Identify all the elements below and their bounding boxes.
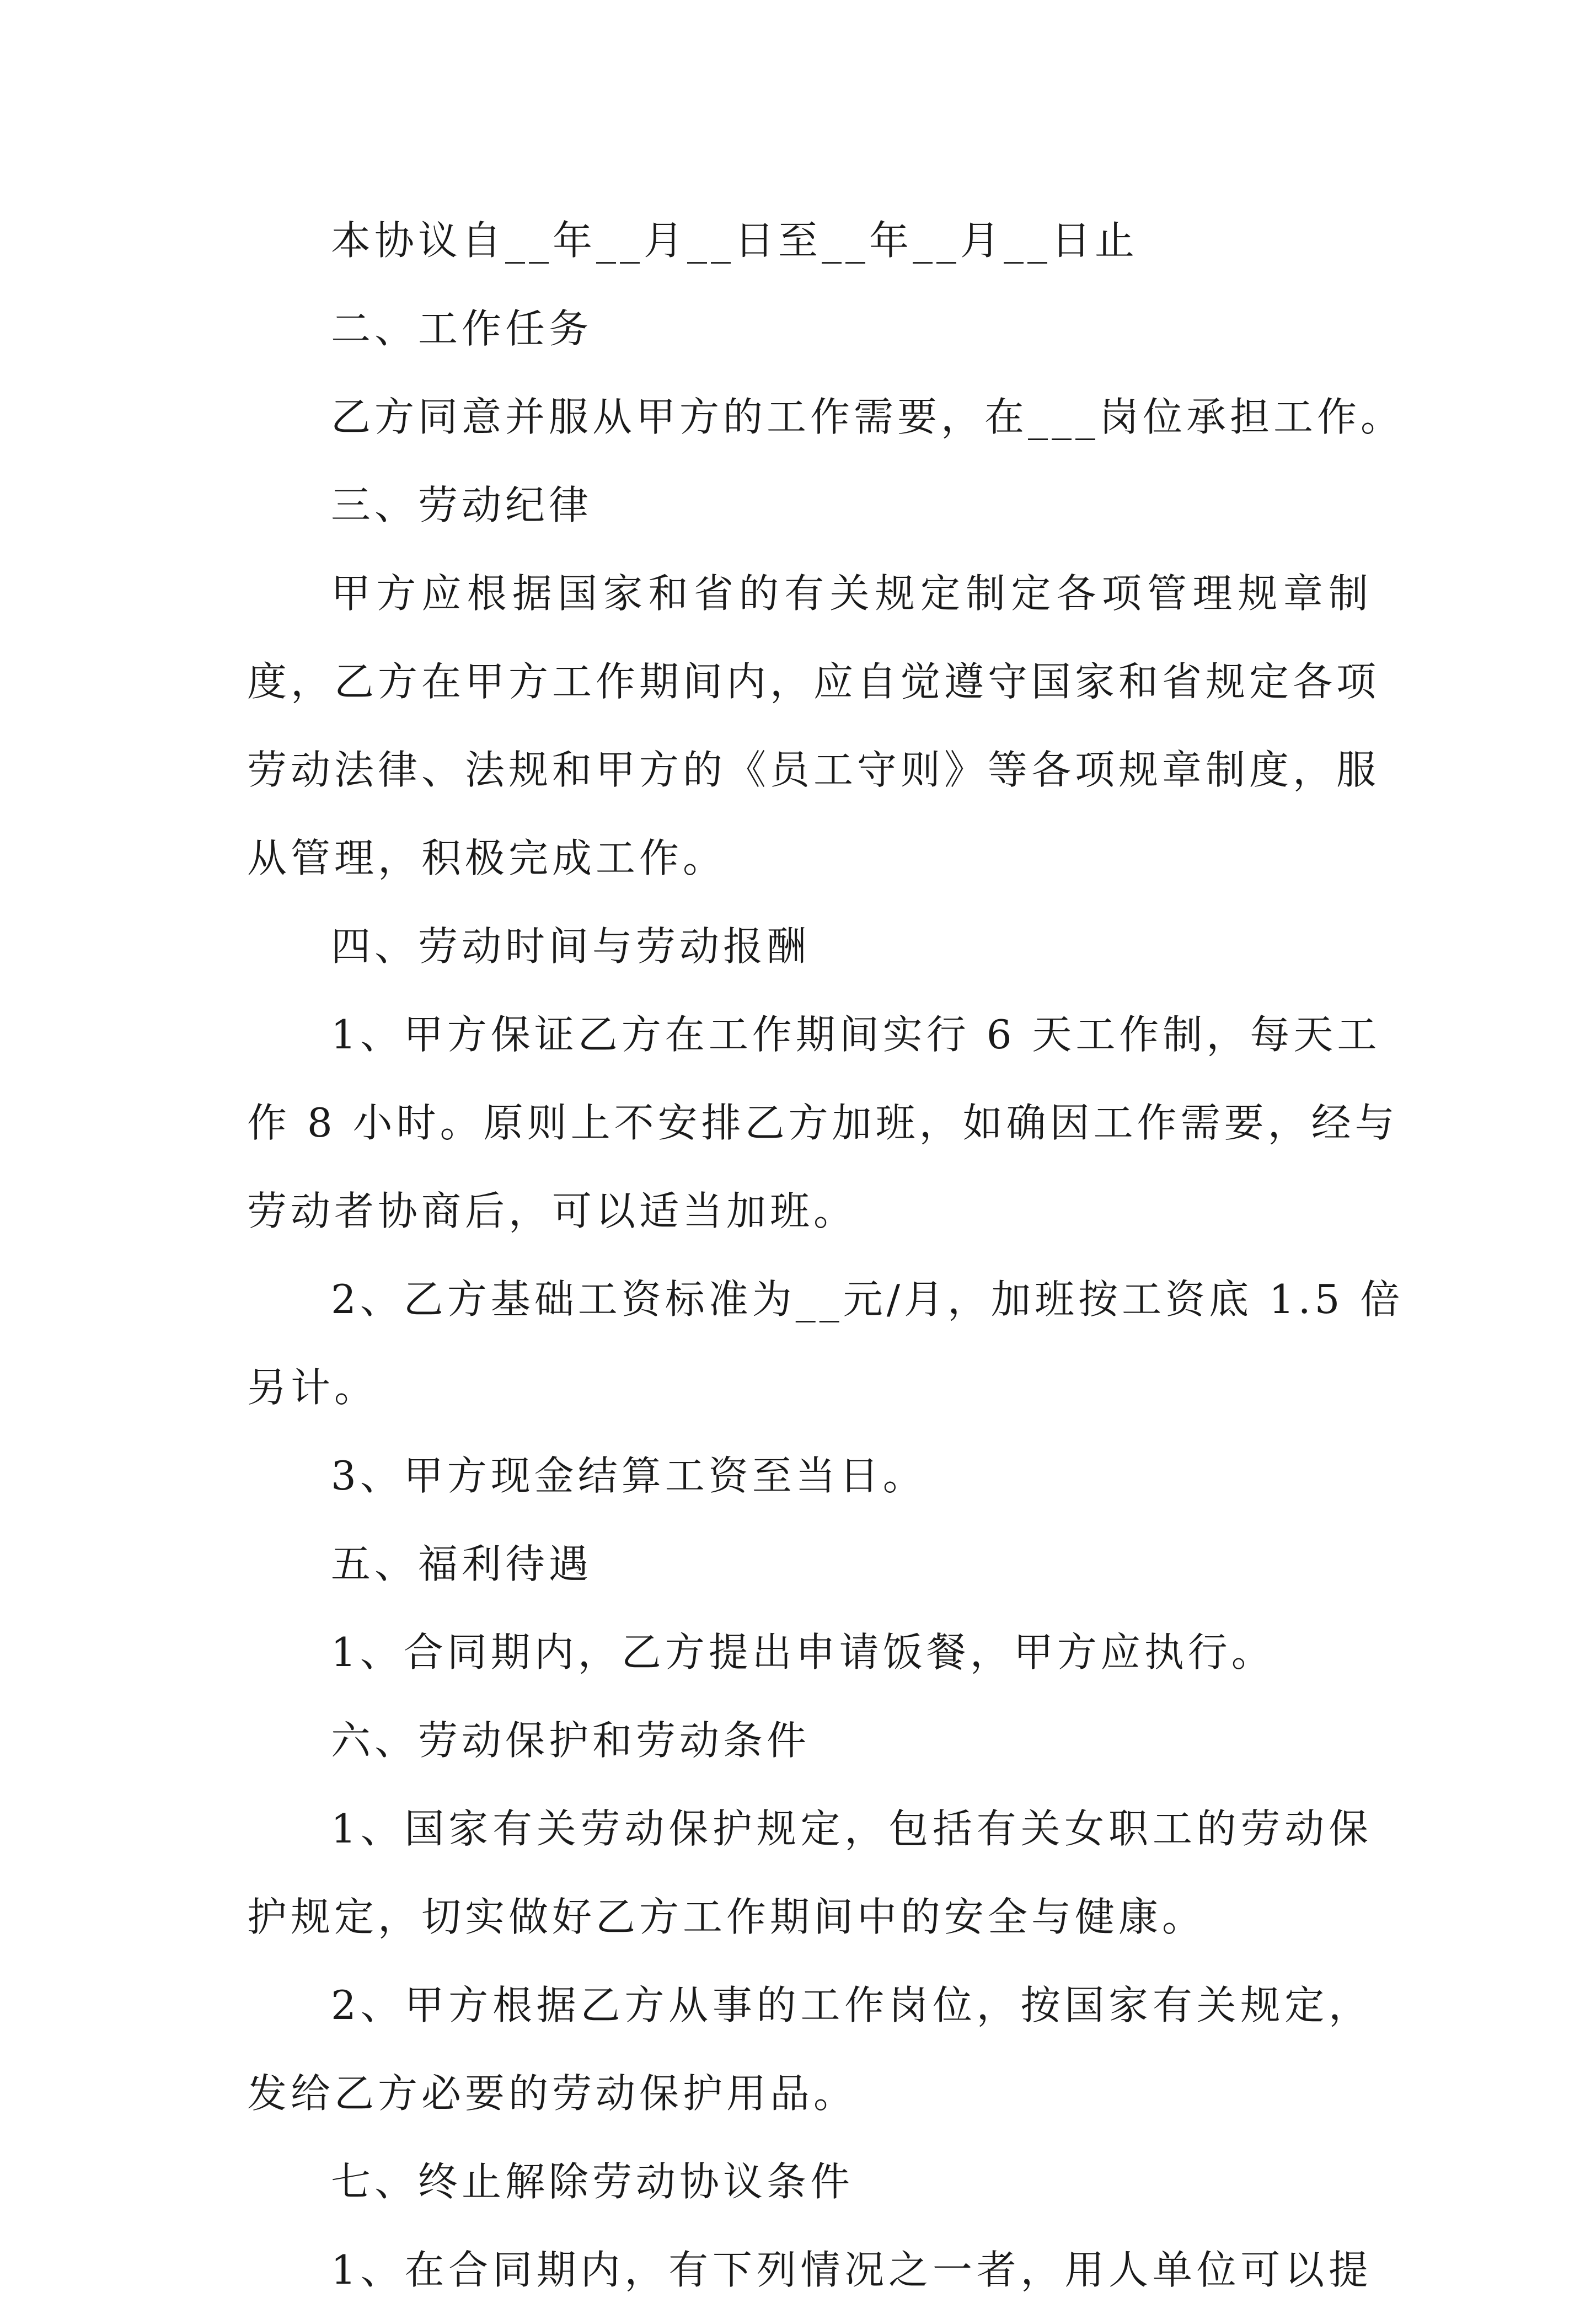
paragraph-line: 1、在合同期内，有下列情况之一者，用人单位可以提 [331,2247,1372,2293]
paragraph-line: 护规定，切实做好乙方工作期间中的安全与健康。 [247,1894,1206,1940]
paragraph-line: 甲方应根据国家和省的有关规定制定各项管理规章制 [331,570,1372,617]
paragraph-line: 从管理，积极完成工作。 [247,835,727,881]
paragraph-line: 1、甲方保证乙方在工作期间实行 6 天工作制，每天工 [331,1011,1381,1058]
paragraph-line: 另计。 [247,1364,378,1411]
term-line: 本协议自__年__月__日至__年__月__日止 [331,217,1139,264]
paragraph-line: 2、甲方根据乙方从事的工作岗位，按国家有关规定， [331,1982,1372,2028]
paragraph-line: 1、国家有关劳动保护规定，包括有关女职工的劳动保 [331,1806,1372,1852]
paragraph-line: 劳动法律、法规和甲方的《员工守则》等各项规章制度，服 [247,747,1380,793]
paragraph-line: 2、乙方基础工资标准为__元/月，加班按工资底 1.5 倍 [331,1276,1404,1322]
section-heading-work-task: 二、工作任务 [331,306,593,352]
section-heading-labor-protection: 六、劳动保护和劳动条件 [331,1717,811,1764]
section-heading-labor-discipline: 三、劳动纪律 [331,482,593,528]
paragraph-line: 乙方同意并服从甲方的工作需要，在___岗位承担工作。 [331,394,1405,440]
paragraph-line: 劳动者协商后，可以适当加班。 [247,1188,858,1234]
section-heading-termination: 七、终止解除劳动协议条件 [331,2158,854,2205]
paragraph-line: 作 8 小时。原则上不安排乙方加班，如确因工作需要，经与 [247,1100,1399,1146]
section-heading-welfare: 五、福利待遇 [331,1541,593,1587]
paragraph-line: 1、合同期内，乙方提出申请饭餐，甲方应执行。 [331,1629,1275,1675]
section-heading-working-hours: 四、劳动时间与劳动报酬 [331,923,811,969]
paragraph-line: 度，乙方在甲方工作期间内，应自觉遵守国家和省规定各项 [247,658,1380,705]
paragraph-line: 发给乙方必要的劳动保护用品。 [247,2070,858,2117]
contract-text-body [247,196,1405,2314]
paragraph-line: 3、甲方现金结算工资至当日。 [331,1453,926,1499]
